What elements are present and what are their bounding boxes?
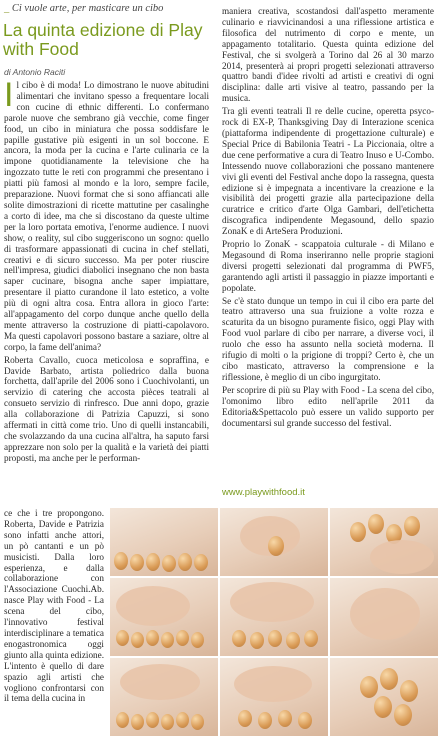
paragraph: maniera creativa, scostandosi dall'aspetto meramente culinario e riavvicinandosi a una riflessione artistica e filosofica del nutrimento di corpo e mente, un appagamento totalitario. Questa quinta edizione del Festival, che si svolgerà a Torino dal 26 al 30 marzo 2014, presenterà ai propri progetti selezionati attraverso quattro bandi d'idee rivolti ad artisti e creativi di ogni disciplina: dalle arti visive al teatro, passando per la musica. [222, 6, 434, 104]
drop-cap: I [4, 76, 14, 114]
paragraph: Per scoprire di più su Play with Food - La scena del cibo, l'omonimo libro edito nell'aprile 2011 da Editoria&Spettacolo può essere un valido supporto per documentarsi sul grande successo del festival. [222, 384, 434, 428]
article-column-1 [4, 76, 209, 464]
paragraph: Se c'è stato dunque un tempo in cui il cibo era parte del teatro attraverso una sua fruizione a volte rozza e scaturita da un bisogno puramente fisico, oggi Play with Food vuol parlare di cibo per narrare, a diverse voci, il ruolo che esso ha assunto nella società moderna. Il rifugio di molti o la prigione di troppi? Certo è, che un cibo masticato, attraverso la comprensione e la riflessione, è meglio di un cibo ingurgitato. [222, 295, 434, 382]
photo-collage [110, 508, 438, 736]
photo-shoulder [330, 578, 438, 656]
photo-eggs-row-3 [110, 658, 218, 736]
article-column-2 [222, 6, 434, 428]
paragraph: Proprio lo ZonaK - scappatoia culturale - di Milano e Megasound di Roma inseriranno nelle proprie stagioni diversi progetti selezionati dal programma di PWF5, garantendo agli artisti il passaggio in piazze importanti e popolate. [222, 239, 434, 293]
paragraph: Roberta Cavallo, cuoca meticolosa e sopraffina, e Davide Barbato, artista poliedrico dalla buona forchetta, dall'aprile del 2006 sono i Cuochivolanti, un servizio di catering che accosta pièces teatrali al consueto servizio di rinfresco. Due anni dopo, grazie alla collaborazione di Patrizia Capuzzi, si sono affermati in città come trio. Uno di quelli instancabili, che svolazzando da una cucina all'altra, ha saputo farsi apprezzare non solo per la qualità e la varietà dei piatti proposti, ma anche per le performan- [4, 354, 209, 463]
photo-hands-egg [220, 508, 328, 576]
paragraph: Il cibo è di moda! Lo dimostrano le nuove abitudini alimentari che invitano spesso a frequentare locali con cucine di ethnic differenti. Lo confermano parole nuove che sembrano già vecchie, come finger food, un cibo in miniatura che possa soddisfare le papille gustative più esigenti in un sol boccone. E ancora, la moda per la cucina e l'arte culinaria ce la impone quotidianamente la televisione che ha ingozzato tutte le reti con programmi che presentano i piatti più famosi al mondo e la loro, sempre facile, preparazione. Nuovi format che si sono affiancati alle solite dimostrazioni di ricette mattutine per casalinghe a corto di idee, ma che si discostano da queste ultime per la loro portata emotiva, l'enorme audience. I nuovi show, o reality, sul cibo suggeriscono un sogno: quello di trasformare appassionati di cucina in chef stellati, creativi e di sicuro successo. Ma per poter riuscire nell'impresa, giudici diabolici insegnano che non basta saper cucinare, bisogna anche saper impiattare, presentare il piatto curandone il lato estetico, a volte più di ogni altra cosa. Entra allora in gioco l'arte: all'appagamento del corpo dunque anche quello della mente attraverso la costruzione di piatti-capolavoro. Ma questi capolavori possono bastare a saziare, oltre al corpo, la fame dell'anima? [4, 76, 209, 352]
photo-legs-eggs [220, 658, 328, 736]
author-byline: di Antonio Raciti [4, 67, 66, 77]
kicker-text: Ci vuole arte, per masticare un cibo [11, 3, 164, 14]
photo-figure-eggs [220, 578, 328, 656]
photo-eggs-row-2 [110, 578, 218, 656]
paragraph: Tra gli eventi teatrali Il re delle cucine, operetta psyco-rock di EX-P, Thanksgiving Day di Interazione scenica (piattaforma indipendente di progettazione culturale) e Special Price di Babilonia Teatri - La Piccionaia, oltre a due cene performative a cura di Teatro Inuso e U-Combo. Intessendo nuove collaborazioni che possano mantenere vivi gli eventi del Festival anche dopo la rassegna, questa edizione si è impegnata a incentivare la creazione e la visibilità dei progetti grazie alla partecipazione della curatrice e critico d'arte Olga Gambari, dell'etichetta discografica indipendente Megasound, dello spazio ZonaK e di ArteSera Produzioni. [222, 106, 434, 237]
website-link[interactable]: www.playwithfood.it [222, 487, 305, 498]
photo-eggs-basket [330, 508, 438, 576]
photo-eggs-row [110, 508, 218, 576]
photo-eggs-cluster [330, 658, 438, 736]
article-column-1-tail: ce che i tre propongono. Roberta, Davide e Patrizia sono infatti anche attori, un pò cantanti e un pò musicisti. Dalla loro esperienza, e dalla collaborazione con l'Associazione Cuochi.Ab. nasce Play with Food - La scena del cibo, l'innovativo festival interdisciplinare a tematica enogastronomica oggi giunto alla quinta edizione. L'intento è quello di dare spazio agli artisti che vogliono confrontarsi con il tema della cucina in [4, 508, 105, 704]
kicker: _ Ci vuole arte, per masticare un cibo [4, 3, 164, 14]
article-title: La quinta edizione di Play with Food [3, 20, 203, 59]
